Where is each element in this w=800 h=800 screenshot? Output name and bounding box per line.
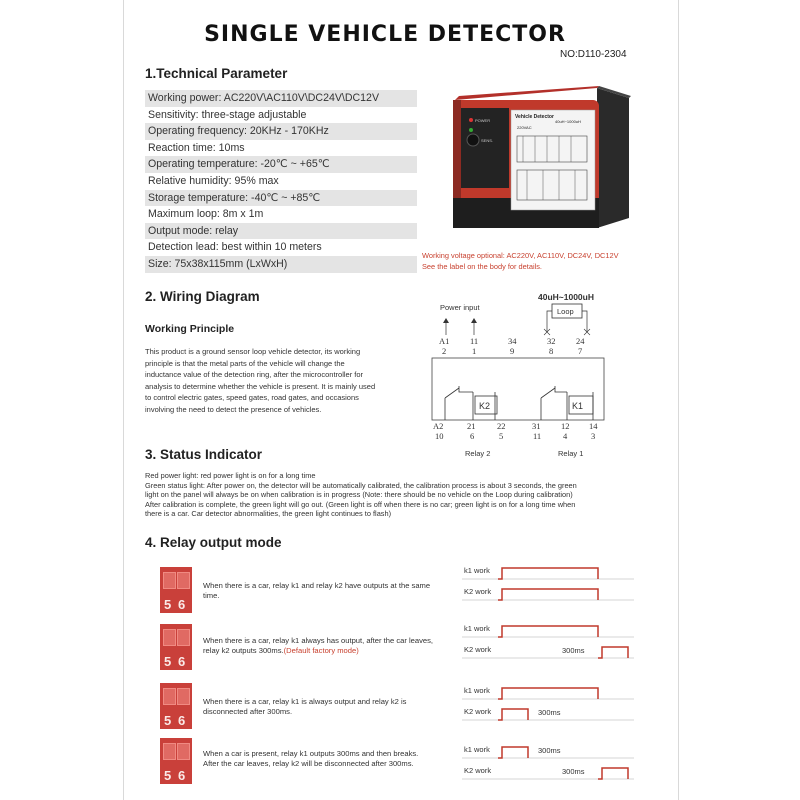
wiring-diagram: [415, 288, 615, 460]
dip-switch: [160, 567, 192, 613]
dip-number-6: 6: [178, 713, 186, 728]
terminal-number: 2: [442, 346, 447, 356]
status-text: [145, 471, 680, 519]
working-principle-heading: Working Principle: [145, 323, 235, 335]
terminal-number: 10: [435, 431, 444, 441]
relay1-label: Relay 1: [558, 449, 584, 458]
dip-number-6: 6: [178, 768, 186, 783]
dip-toggle-5: [163, 688, 176, 705]
dip-toggle-6: [177, 629, 190, 646]
param-row: Maximum loop: 8m x 1m: [148, 208, 264, 221]
page-edge-left: [123, 0, 124, 800]
status-line: After calibration is complete, the green light will go out. (Green light is off when there is no car; green light is on for a long time when: [145, 499, 576, 509]
voltage-note: Working voltage optional: AC220V, AC110V, DC24V, DC12V: [422, 251, 619, 260]
param-row: Detection lead: best within 10 meters: [148, 241, 322, 254]
dip-number-5: 5: [164, 654, 172, 669]
k2-pulse: [598, 647, 628, 658]
dip-switch: [160, 683, 192, 729]
wiring-heading: 2. Wiring Diagram: [145, 289, 260, 304]
principle-line: to control electric gates, speed gates, road gates, and occasions: [145, 393, 359, 402]
terminal-name: A2: [433, 421, 444, 431]
terminal-number: 5: [499, 431, 504, 441]
terminal-number: 11: [533, 431, 542, 441]
terminal-name: 14: [589, 421, 598, 431]
terminal-name: A1: [439, 336, 450, 346]
status-heading: 3. Status Indicator: [145, 447, 263, 462]
device-label-title: Vehicle Detector: [515, 114, 554, 120]
terminal-name: 31: [532, 421, 541, 431]
k1-pulse: [498, 747, 528, 758]
k2-duration-label: 300ms: [562, 646, 585, 655]
mode-2-waveform: [462, 621, 638, 663]
device-sens-label: SENS.: [481, 138, 494, 143]
mode-description: [203, 581, 463, 601]
terminal-name: 12: [561, 421, 570, 431]
dip-toggle-6: [177, 743, 190, 760]
status-line: there is a car. Car detector abnormalities, the green light continues to flash): [145, 509, 392, 519]
dip-number-6: 6: [178, 654, 186, 669]
tech-parameter-heading: 1.Technical Parameter: [145, 66, 288, 81]
principle-line: involving the need to detect the presence of vehicles.: [145, 404, 322, 414]
device-label-range: 40uH~1000uH: [555, 119, 581, 124]
device-power-label: POWER: [475, 118, 491, 123]
loop-label: Loop: [557, 307, 574, 316]
k2-work-label: K2 work: [464, 707, 492, 716]
k1-work-label: k1 work: [464, 566, 490, 575]
k1-work-label: k1 work: [464, 745, 490, 754]
param-row: Sensitivity: three-stage adjustable: [148, 108, 307, 121]
k2-work-label: K2 work: [464, 645, 492, 654]
terminal-name: 22: [497, 421, 506, 431]
principle-line: analysis to determine whether the vehicle is present. It is mainly used: [145, 381, 376, 391]
k2-duration-label: 300ms: [538, 708, 561, 717]
terminal-name: 32: [547, 336, 556, 346]
k2-work-label: K2 work: [464, 766, 492, 775]
working-principle-text: [145, 346, 375, 415]
terminal-number: 3: [591, 431, 596, 441]
k1-duration-label: 300ms: [538, 746, 561, 755]
label-note: See the label on the body for details.: [422, 262, 542, 271]
param-row: Storage temperature: -40℃ ~ +85℃: [145, 190, 417, 207]
k2-pulse: [498, 589, 598, 600]
terminal-name: 11: [470, 336, 479, 346]
dip-switch: [160, 738, 192, 784]
k2-work-label: K2 work: [464, 587, 492, 596]
mode-line: disconnected after 300ms.: [203, 707, 293, 716]
status-line: Red power light: red power light is on for a long time: [145, 471, 316, 480]
dip-toggle-5: [163, 572, 176, 589]
k1-work-label: k1 work: [464, 624, 490, 633]
terminal-number: 7: [578, 346, 583, 356]
dip-toggle-6: [177, 688, 190, 705]
dip-toggle-5: [163, 629, 176, 646]
terminal-name: 24: [576, 336, 585, 346]
terminal-name: 21: [467, 421, 476, 431]
mode-line: relay k2 outputs 300ms.(Default factory mode): [203, 646, 359, 655]
mode-line: After the car leaves, relay k2 will be disconnected after 300ms.: [203, 759, 414, 768]
status-line: light on the panel will always be on when calibration is in progress (Note: there should be no vehicle on the Loop during calibration): [145, 490, 573, 500]
terminal-number: 4: [563, 431, 568, 441]
terminal-number: 9: [510, 346, 515, 356]
dip-toggle-6: [177, 572, 190, 589]
page-edge-right: [678, 0, 679, 800]
dip-number-5: 5: [164, 597, 172, 612]
k2-coil-label: K2: [479, 401, 491, 411]
k1-pulse: [498, 568, 598, 579]
dip-number-5: 5: [164, 768, 172, 783]
mode-description: [203, 697, 463, 717]
param-row: Operating temperature: -20℃ ~ +65℃: [145, 156, 417, 173]
relay-mode-heading: 4. Relay output mode: [145, 535, 282, 550]
terminal-number: 6: [470, 431, 475, 441]
k2-duration-label: 300ms: [562, 767, 585, 776]
k1-work-label: k1 work: [464, 686, 490, 695]
mode-3-waveform: [462, 683, 638, 725]
param-row: Operating frequency: 20KHz - 170KHz: [145, 123, 417, 140]
mode-line: When a car is present, relay k1 outputs 300ms and then breaks.: [203, 749, 419, 758]
status-line: Green status light: After power on, the detector will be automatically calibrated, the calibration process is about 3 seconds, the green: [145, 480, 577, 490]
principle-line: inductance value of the detection ring, after the microcontroller for: [145, 370, 364, 379]
dip-switch: [160, 624, 192, 670]
power-input-label: Power input: [440, 303, 480, 312]
terminal-number: 8: [549, 346, 554, 356]
param-row: Output mode: relay: [145, 223, 417, 240]
k2-pulse: [498, 709, 528, 720]
document-number: NO:D110-2304: [560, 49, 627, 60]
principle-line: principle is that the metal parts of the vehicle will change the: [145, 358, 345, 368]
k1-pulse: [498, 626, 598, 637]
terminal-name: 34: [508, 336, 517, 346]
relay2-label: Relay 2: [465, 449, 491, 458]
k2-pulse: [598, 768, 628, 779]
mode-1-waveform: [462, 563, 638, 605]
mode-line: When there is a car, relay k1 always has output, after the car leaves,: [203, 636, 434, 645]
device-photo: [447, 78, 647, 238]
param-row: Working power: AC220V\AC110V\DC24V\DC12V: [145, 90, 417, 107]
principle-line: This product is a ground sensor loop vehicle detector, its working: [145, 347, 361, 356]
param-row: Reaction time: 10ms: [148, 141, 245, 154]
inductance-range: 40uH~1000uH: [538, 292, 594, 302]
k1-coil-label: K1: [572, 401, 584, 411]
default-mode-note: (Default factory mode): [283, 646, 359, 655]
mode-4-waveform: [462, 742, 638, 784]
mode-description: [203, 749, 463, 769]
k1-pulse: [498, 688, 598, 699]
terminal-number: 1: [472, 346, 477, 356]
mode-description: [203, 636, 463, 656]
param-row: Relative humidity: 95% max: [148, 174, 279, 187]
tech-parameter-list: [145, 90, 417, 273]
param-row: Size: 75x38x115mm (LxWxH): [145, 256, 417, 273]
mode-line: When there is a car, relay k1 is always output and relay k2 is: [203, 697, 407, 706]
dip-toggle-5: [163, 743, 176, 760]
dip-number-6: 6: [178, 597, 186, 612]
document-title: SINGLE VEHICLE DETECTOR: [204, 22, 566, 47]
device-label-voltage: 220VAC: [517, 125, 532, 130]
mode-line: time.: [203, 591, 220, 600]
dip-number-5: 5: [164, 713, 172, 728]
mode-line: When there is a car, relay k1 and relay k2 have outputs at the same: [203, 581, 431, 590]
